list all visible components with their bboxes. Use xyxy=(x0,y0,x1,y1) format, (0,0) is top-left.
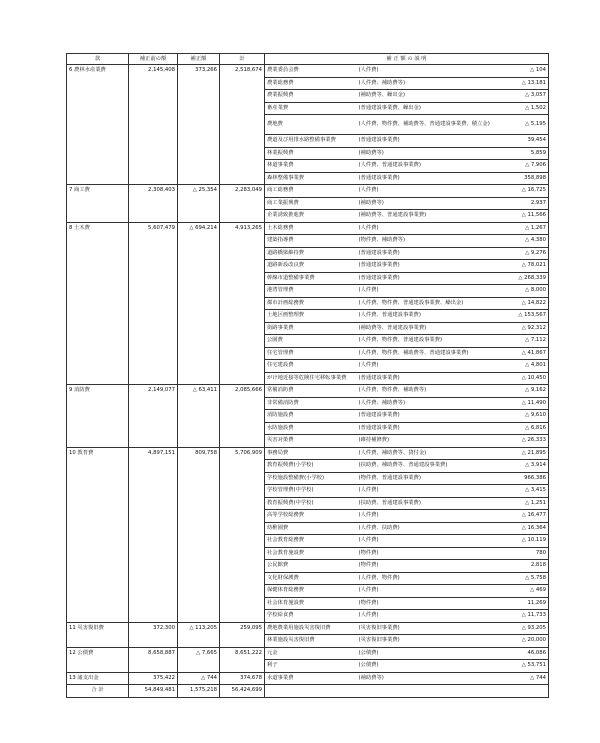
table-row xyxy=(67,447,549,460)
item-description: (補助費等、普通建設事業費) xyxy=(357,210,503,223)
total-amount-cell: 2,283,049 xyxy=(220,185,265,223)
item-description: (物件費) xyxy=(357,597,503,610)
item-name: 建築指導費 xyxy=(265,235,357,248)
item-name: 街路事業費 xyxy=(265,322,357,335)
adjustment-amount-cell: △ 25,354 xyxy=(178,185,220,223)
item-description: (扶助費、補助費等、普通建設事業費) xyxy=(357,460,503,473)
item-amount: △ 3,914 xyxy=(503,460,549,473)
item-amount: 780 xyxy=(503,547,549,560)
item-amount: △ 93,205 xyxy=(503,622,549,635)
item-amount: △ 26,333 xyxy=(503,435,549,448)
category-cell: 7 商工費 xyxy=(67,185,129,223)
item-name: 社会教育施設費 xyxy=(265,547,357,560)
before-amount-cell: 2,149,077 xyxy=(129,385,178,448)
item-name: 学校施設整備費(小学校) xyxy=(265,472,357,485)
adjustment-amount-cell: △ 694,214 xyxy=(178,222,220,385)
item-amount: △ 11,733 xyxy=(503,610,549,623)
item-amount: 966,386 xyxy=(503,472,549,485)
item-description: (人件費、物件費、普通建設事業費、繰出金) xyxy=(357,297,503,310)
item-amount: △ 8,000 xyxy=(503,285,549,298)
item-name: 住宅管理費 xyxy=(265,347,357,360)
total-amount-cell: 2,085,666 xyxy=(220,385,265,448)
item-name: 事務局費 xyxy=(265,447,357,460)
before-amount-cell: 372,300 xyxy=(129,622,178,647)
item-name: 学校管理費(中学校) xyxy=(265,485,357,498)
item-amount: △ 4,801 xyxy=(503,360,549,373)
item-description: (人件費、普通建設事業費) xyxy=(357,160,503,173)
item-name: 幼稚園費 xyxy=(265,522,357,535)
item-amount: 11,269 xyxy=(503,597,549,610)
item-name: 水道事業費 xyxy=(265,672,357,685)
item-description: (人件費) xyxy=(357,585,503,598)
item-description: (物件費) xyxy=(357,560,503,573)
item-description: (人件費、物件費、補助費等、普通建設事業費) xyxy=(357,347,503,360)
category-cell: 11 災害復旧費 xyxy=(67,622,129,647)
item-description: (公債費) xyxy=(357,660,503,673)
item-name: 商工総務費 xyxy=(265,185,357,198)
item-amount: △ 21,895 xyxy=(503,447,549,460)
item-amount: △ 1,251 xyxy=(503,497,549,510)
item-name: 林業振興費 xyxy=(265,147,357,160)
item-amount: △ 469 xyxy=(503,585,549,598)
header-adjustment: 補正額 xyxy=(178,54,220,65)
adjustment-amount-cell: 373,266 xyxy=(178,65,220,185)
item-name: 学校給食費 xyxy=(265,610,357,623)
item-name: 公園費 xyxy=(265,335,357,348)
item-name: 教育振興費(小学校) xyxy=(265,460,357,473)
item-amount: △ 1,267 xyxy=(503,222,549,235)
before-amount-cell: 2,308,403 xyxy=(129,185,178,223)
total-amount-cell: 2,518,674 xyxy=(220,65,265,185)
item-description: (人件費) xyxy=(357,485,503,498)
item-name: 畜産業費 xyxy=(265,102,357,115)
item-amount: △ 3,415 xyxy=(503,485,549,498)
grand-total-blank xyxy=(265,685,549,698)
before-amount-cell: 4,897,151 xyxy=(129,447,178,622)
item-description: (人件費) xyxy=(357,610,503,623)
item-amount: △ 13,181 xyxy=(503,77,549,90)
item-name: 社会体育施設費 xyxy=(265,597,357,610)
item-description: (人件費) xyxy=(357,360,503,373)
adjustment-amount-cell: △ 744 xyxy=(178,672,220,685)
category-cell: 8 土木費 xyxy=(67,222,129,385)
item-description: (人件費、補助費等) xyxy=(357,397,503,410)
item-amount: △ 5,195 xyxy=(503,115,549,135)
item-name: 社会教育総務費 xyxy=(265,535,357,548)
table-row xyxy=(67,185,549,198)
item-description: (維持補修費) xyxy=(357,435,503,448)
item-amount: △ 10,450 xyxy=(503,372,549,385)
item-name: 公民館費 xyxy=(265,560,357,573)
item-name: 森林整備事業費 xyxy=(265,172,357,185)
item-description: (普通建設事業費) xyxy=(357,372,503,385)
table-row xyxy=(67,385,549,398)
item-amount: △ 744 xyxy=(503,672,549,685)
adjustment-amount-cell: 809,758 xyxy=(178,447,220,622)
grand-total-total: 56,424,699 xyxy=(220,685,265,698)
item-name: 水防施設費 xyxy=(265,422,357,435)
item-name: 土木総務費 xyxy=(265,222,357,235)
item-name: 企業誘致推進費 xyxy=(265,210,357,223)
item-description: (補助費等、普通建設事業費) xyxy=(357,322,503,335)
item-name: 道路橋梁維持費 xyxy=(265,247,357,260)
item-amount: △ 7,112 xyxy=(503,335,549,348)
table-row xyxy=(67,647,549,660)
item-description: (人件費、物件費、補助費等、普通建設事業費、積立金) xyxy=(357,115,503,135)
total-amount-cell: 4,913,265 xyxy=(220,222,265,385)
item-name: 農業総務費 xyxy=(265,77,357,90)
item-description: (普通建設事業費) xyxy=(357,247,503,260)
item-amount: △ 268,339 xyxy=(503,272,549,285)
item-amount: 46,086 xyxy=(503,647,549,660)
item-name: 商工業振興費 xyxy=(265,197,357,210)
total-amount-cell: 8,651,222 xyxy=(220,647,265,672)
item-amount: △ 14,822 xyxy=(503,297,549,310)
table-row xyxy=(67,222,549,235)
item-description: (補助費等) xyxy=(357,147,503,160)
item-amount: △ 53,751 xyxy=(503,660,549,673)
item-amount: 39,454 xyxy=(503,135,549,148)
item-name: 文化財保護費 xyxy=(265,572,357,585)
table-row xyxy=(67,65,549,78)
item-description: (人件費) xyxy=(357,535,503,548)
item-description: (災害復旧事業費) xyxy=(357,622,503,635)
item-amount: △ 16,364 xyxy=(503,522,549,535)
item-name: 農地費 xyxy=(265,115,357,135)
item-description: (人件費、物件費) xyxy=(357,572,503,585)
header-before: 補正前の額 xyxy=(129,54,178,65)
item-name: 常備消防費 xyxy=(265,385,357,398)
before-amount-cell: 8,658,887 xyxy=(129,647,178,672)
item-description: (人件費) xyxy=(357,185,503,198)
item-amount: △ 41,867 xyxy=(503,347,549,360)
item-amount: 5,859 xyxy=(503,147,549,160)
adjustment-amount-cell: △ 7,665 xyxy=(178,647,220,672)
item-description: (普通建設事業費) xyxy=(357,422,503,435)
item-description: (人件費) xyxy=(357,510,503,523)
item-description: (普通建設事業費、繰出金) xyxy=(357,102,503,115)
grand-total-row xyxy=(67,685,549,698)
item-amount: △ 9,162 xyxy=(503,385,549,398)
item-amount: △ 7,906 xyxy=(503,160,549,173)
item-description: (普通建設事業費) xyxy=(357,172,503,185)
item-description: (普通建設事業費) xyxy=(357,135,503,148)
item-description: (普通建設事業費) xyxy=(357,272,503,285)
table-row xyxy=(67,622,549,635)
item-description: (人件費、普通建設事業費) xyxy=(357,310,503,323)
item-description: (物件費、普通建設事業費) xyxy=(357,472,503,485)
item-name: 住宅建設費 xyxy=(265,360,357,373)
item-description: (公債費) xyxy=(357,647,503,660)
before-amount-cell: 2,145,408 xyxy=(129,65,178,185)
item-description: (人件費、扶助費) xyxy=(357,522,503,535)
item-name: 農道及び用排水路整備事業費 xyxy=(265,135,357,148)
item-description: (扶助費、普通建設事業費) xyxy=(357,497,503,510)
item-name: 道路新設改良費 xyxy=(265,260,357,273)
item-description: (物件費) xyxy=(357,547,503,560)
item-amount: △ 92,312 xyxy=(503,322,549,335)
item-name: がけ地近接等危険住宅移転事業費 xyxy=(265,372,357,385)
item-description: (普通建設事業費) xyxy=(357,410,503,423)
item-amount: △ 78,021 xyxy=(503,260,549,273)
before-amount-cell: 375,422 xyxy=(129,672,178,685)
item-amount: △ 9,276 xyxy=(503,247,549,260)
item-description: (人件費、補助費等) xyxy=(357,77,503,90)
table-row xyxy=(67,672,549,685)
grand-total-label: 合 計 xyxy=(67,685,129,698)
header-category: 款 xyxy=(67,54,129,65)
item-amount: △ 16,725 xyxy=(503,185,549,198)
item-amount: △ 9,610 xyxy=(503,410,549,423)
item-amount: △ 20,000 xyxy=(503,635,549,648)
grand-total-adjustment: 1,575,218 xyxy=(178,685,220,698)
header-total: 計 xyxy=(220,54,265,65)
item-amount: △ 3,057 xyxy=(503,90,549,103)
item-amount: △ 6,816 xyxy=(503,422,549,435)
item-name: 農業振興費 xyxy=(265,90,357,103)
item-name: 災害対策費 xyxy=(265,435,357,448)
item-amount: △ 16,477 xyxy=(503,510,549,523)
item-description: (人件費) xyxy=(357,285,503,298)
item-name: 都市計画総務費 xyxy=(265,297,357,310)
item-description: (人件費、物件費、補助費等) xyxy=(357,385,503,398)
category-cell: 13 諸支出金 xyxy=(67,672,129,685)
item-description: (物件費、補助費等) xyxy=(357,235,503,248)
category-cell: 9 消防費 xyxy=(67,385,129,448)
category-cell: 10 教育費 xyxy=(67,447,129,622)
item-name: 教育振興費(中学校) xyxy=(265,497,357,510)
item-amount: △ 11,490 xyxy=(503,397,549,410)
item-description: (普通建設事業費) xyxy=(357,260,503,273)
category-cell: 12 公債費 xyxy=(67,647,129,672)
total-amount-cell: 374,678 xyxy=(220,672,265,685)
table-body xyxy=(67,65,549,698)
item-description: (災害復旧事業費) xyxy=(357,635,503,648)
item-name: 高等学校総務費 xyxy=(265,510,357,523)
item-name: 保健体育総務費 xyxy=(265,585,357,598)
budget-table xyxy=(66,53,549,698)
adjustment-amount-cell: △ 113,205 xyxy=(178,622,220,647)
total-amount-cell: 259,095 xyxy=(220,622,265,647)
item-name: 林道事業費 xyxy=(265,160,357,173)
item-description: (人件費、物件費、普通建設事業費) xyxy=(357,335,503,348)
item-amount: △ 5,758 xyxy=(503,572,549,585)
item-description: (人件費) xyxy=(357,65,503,78)
before-amount-cell: 5,607,479 xyxy=(129,222,178,385)
item-name: 農地農業用施設災害復旧費 xyxy=(265,622,357,635)
category-cell: 6 農林水産業費 xyxy=(67,65,129,185)
item-name: 非常備消防費 xyxy=(265,397,357,410)
item-description: (補助費等、繰出金) xyxy=(357,90,503,103)
item-name: 消防施設費 xyxy=(265,410,357,423)
item-amount: △ 11,566 xyxy=(503,210,549,223)
item-amount: 2,818 xyxy=(503,560,549,573)
item-name: 利子 xyxy=(265,660,357,673)
item-name: 元金 xyxy=(265,647,357,660)
item-amount: △ 10,119 xyxy=(503,535,549,548)
item-description: (補助費等) xyxy=(357,672,503,685)
item-name: 農業委員会費 xyxy=(265,65,357,78)
item-amount: △ 4,380 xyxy=(503,235,549,248)
item-amount: 358,898 xyxy=(503,172,549,185)
adjustment-amount-cell: △ 63,411 xyxy=(178,385,220,448)
header-description: 補 正 額 の 説 明 xyxy=(265,54,549,65)
item-description: (人件費) xyxy=(357,222,503,235)
item-name: 幹線市道整備事業費 xyxy=(265,272,357,285)
item-name: 土地区画整理費 xyxy=(265,310,357,323)
header-row xyxy=(67,54,549,65)
item-name: 林業施設災害復旧費 xyxy=(265,635,357,648)
total-amount-cell: 5,706,909 xyxy=(220,447,265,622)
item-name: 港湾管理費 xyxy=(265,285,357,298)
grand-total-before: 54,849,481 xyxy=(129,685,178,698)
item-description: (補助費等) xyxy=(357,197,503,210)
item-amount: 2,937 xyxy=(503,197,549,210)
item-amount: △ 153,567 xyxy=(503,310,549,323)
item-amount: △ 104 xyxy=(503,65,549,78)
item-description: (人件費、補助費等、貸付金) xyxy=(357,447,503,460)
item-amount: △ 1,502 xyxy=(503,102,549,115)
